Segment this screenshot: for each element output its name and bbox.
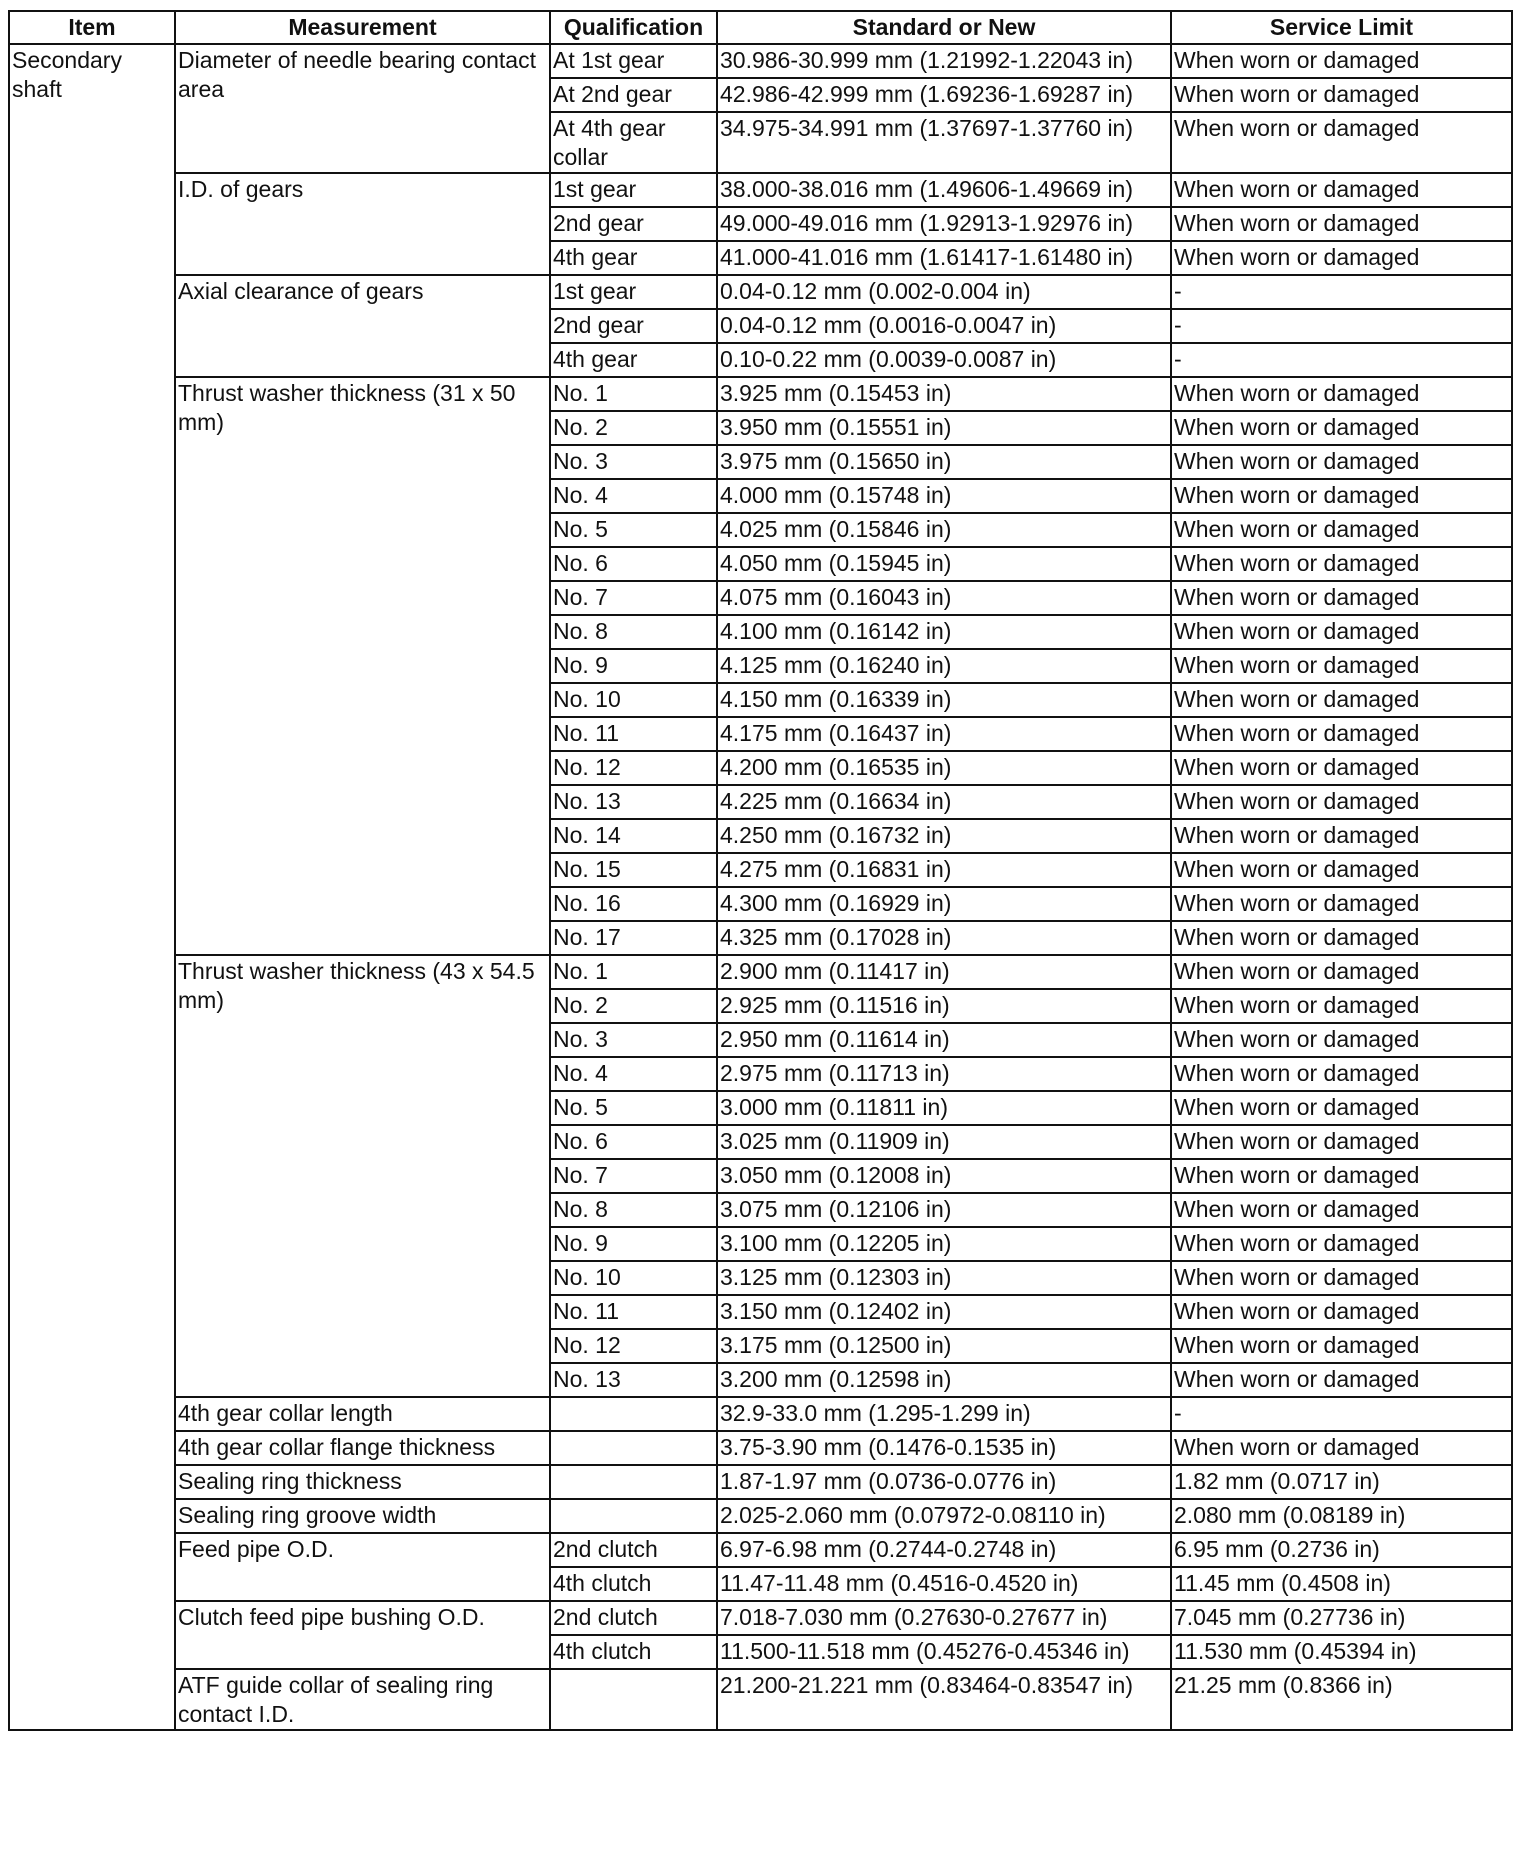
service-limit-cell: 1.82 mm (0.0717 in) [1171, 1465, 1512, 1499]
header-row [9, 11, 1512, 44]
standard-cell: 3.125 mm (0.12303 in) [717, 1261, 1171, 1295]
measurement-cell: ATF guide collar of sealing ring contact I.D. [175, 1669, 550, 1730]
qualification-cell: 4th gear [550, 343, 717, 377]
standard-cell: 3.000 mm (0.11811 in) [717, 1091, 1171, 1125]
qualification-cell: No. 2 [550, 989, 717, 1023]
table-row [9, 1601, 1512, 1635]
standard-cell: 2.950 mm (0.11614 in) [717, 1023, 1171, 1057]
qualification-cell: 2nd gear [550, 207, 717, 241]
qualification-cell: No. 9 [550, 649, 717, 683]
qualification-cell: No. 5 [550, 1091, 717, 1125]
table-row [9, 44, 1512, 78]
service-limit-cell: - [1171, 343, 1512, 377]
spec-table [8, 10, 1513, 1731]
standard-cell: 2.975 mm (0.11713 in) [717, 1057, 1171, 1091]
table-row [9, 1397, 1512, 1431]
standard-cell: 3.150 mm (0.12402 in) [717, 1295, 1171, 1329]
standard-cell: 4.100 mm (0.16142 in) [717, 615, 1171, 649]
service-limit-cell: When worn or damaged [1171, 853, 1512, 887]
table-row [9, 275, 1512, 309]
item-cell: Secondary shaft [9, 44, 175, 1730]
standard-cell: 34.975-34.991 mm (1.37697-1.37760 in) [717, 112, 1171, 173]
standard-cell: 4.125 mm (0.16240 in) [717, 649, 1171, 683]
standard-cell: 4.200 mm (0.16535 in) [717, 751, 1171, 785]
standard-cell: 3.200 mm (0.12598 in) [717, 1363, 1171, 1397]
table-row [9, 1669, 1512, 1730]
standard-cell: 3.75-3.90 mm (0.1476-0.1535 in) [717, 1431, 1171, 1465]
standard-cell: 4.275 mm (0.16831 in) [717, 853, 1171, 887]
qualification-cell: No. 12 [550, 751, 717, 785]
standard-cell: 7.018-7.030 mm (0.27630-0.27677 in) [717, 1601, 1171, 1635]
table-row [9, 173, 1512, 207]
qualification-cell: 2nd clutch [550, 1601, 717, 1635]
service-limit-cell: When worn or damaged [1171, 479, 1512, 513]
standard-cell: 3.025 mm (0.11909 in) [717, 1125, 1171, 1159]
qualification-cell: No. 6 [550, 547, 717, 581]
qualification-cell: No. 7 [550, 581, 717, 615]
service-limit-cell: When worn or damaged [1171, 1261, 1512, 1295]
service-limit-cell: When worn or damaged [1171, 1125, 1512, 1159]
standard-cell: 0.10-0.22 mm (0.0039-0.0087 in) [717, 343, 1171, 377]
standard-cell: 3.075 mm (0.12106 in) [717, 1193, 1171, 1227]
service-limit-cell: When worn or damaged [1171, 1227, 1512, 1261]
service-limit-cell: When worn or damaged [1171, 112, 1512, 173]
qualification-cell: No. 11 [550, 717, 717, 751]
standard-cell: 4.175 mm (0.16437 in) [717, 717, 1171, 751]
header-standard: Standard or New [717, 11, 1171, 44]
qualification-cell: No. 13 [550, 785, 717, 819]
service-limit-cell: When worn or damaged [1171, 445, 1512, 479]
standard-cell: 1.87-1.97 mm (0.0736-0.0776 in) [717, 1465, 1171, 1499]
qualification-cell: No. 1 [550, 377, 717, 411]
service-limit-cell: When worn or damaged [1171, 173, 1512, 207]
qualification-cell: No. 14 [550, 819, 717, 853]
table-body [9, 44, 1512, 1730]
service-limit-cell: When worn or damaged [1171, 1023, 1512, 1057]
qualification-cell: No. 16 [550, 887, 717, 921]
standard-cell: 4.300 mm (0.16929 in) [717, 887, 1171, 921]
service-limit-cell: 11.45 mm (0.4508 in) [1171, 1567, 1512, 1601]
table-row [9, 1431, 1512, 1465]
qualification-cell [550, 1431, 717, 1465]
service-limit-cell: When worn or damaged [1171, 649, 1512, 683]
qualification-cell [550, 1397, 717, 1431]
standard-cell: 4.050 mm (0.15945 in) [717, 547, 1171, 581]
qualification-cell: No. 15 [550, 853, 717, 887]
header-service-limit: Service Limit [1171, 11, 1512, 44]
header-item: Item [9, 11, 175, 44]
standard-cell: 4.250 mm (0.16732 in) [717, 819, 1171, 853]
standard-cell: 4.075 mm (0.16043 in) [717, 581, 1171, 615]
qualification-cell: No. 4 [550, 1057, 717, 1091]
service-limit-cell: When worn or damaged [1171, 207, 1512, 241]
qualification-cell: At 2nd gear [550, 78, 717, 112]
measurement-cell: Diameter of needle bearing contact area [175, 44, 550, 173]
table-row [9, 955, 1512, 989]
service-limit-cell: When worn or damaged [1171, 44, 1512, 78]
standard-cell: 41.000-41.016 mm (1.61417-1.61480 in) [717, 241, 1171, 275]
qualification-cell: No. 4 [550, 479, 717, 513]
standard-cell: 38.000-38.016 mm (1.49606-1.49669 in) [717, 173, 1171, 207]
measurement-cell: Clutch feed pipe bushing O.D. [175, 1601, 550, 1669]
standard-cell: 2.025-2.060 mm (0.07972-0.08110 in) [717, 1499, 1171, 1533]
qualification-cell: At 1st gear [550, 44, 717, 78]
standard-cell: 2.925 mm (0.11516 in) [717, 989, 1171, 1023]
standard-cell: 4.150 mm (0.16339 in) [717, 683, 1171, 717]
service-limit-cell: When worn or damaged [1171, 921, 1512, 955]
service-limit-cell: When worn or damaged [1171, 1057, 1512, 1091]
qualification-cell: 1st gear [550, 173, 717, 207]
qualification-cell: 2nd clutch [550, 1533, 717, 1567]
service-limit-cell: When worn or damaged [1171, 1159, 1512, 1193]
qualification-cell: 2nd gear [550, 309, 717, 343]
header-qualification: Qualification [550, 11, 717, 44]
service-limit-cell: 21.25 mm (0.8366 in) [1171, 1669, 1512, 1730]
service-limit-cell: When worn or damaged [1171, 377, 1512, 411]
service-limit-cell: When worn or damaged [1171, 513, 1512, 547]
service-limit-cell: When worn or damaged [1171, 411, 1512, 445]
standard-cell: 11.47-11.48 mm (0.4516-0.4520 in) [717, 1567, 1171, 1601]
table-header [9, 11, 1512, 44]
standard-cell: 4.325 mm (0.17028 in) [717, 921, 1171, 955]
qualification-cell: No. 9 [550, 1227, 717, 1261]
measurement-cell: I.D. of gears [175, 173, 550, 275]
service-limit-cell: When worn or damaged [1171, 547, 1512, 581]
standard-cell: 30.986-30.999 mm (1.21992-1.22043 in) [717, 44, 1171, 78]
standard-cell: 3.050 mm (0.12008 in) [717, 1159, 1171, 1193]
measurement-cell: Axial clearance of gears [175, 275, 550, 377]
service-limit-cell: When worn or damaged [1171, 581, 1512, 615]
qualification-cell: No. 8 [550, 1193, 717, 1227]
service-limit-cell: When worn or damaged [1171, 1363, 1512, 1397]
qualification-cell: At 4th gear collar [550, 112, 717, 173]
measurement-cell: Feed pipe O.D. [175, 1533, 550, 1601]
service-limit-cell: 7.045 mm (0.27736 in) [1171, 1601, 1512, 1635]
service-limit-cell: 6.95 mm (0.2736 in) [1171, 1533, 1512, 1567]
table-row [9, 1465, 1512, 1499]
standard-cell: 3.100 mm (0.12205 in) [717, 1227, 1171, 1261]
standard-cell: 49.000-49.016 mm (1.92913-1.92976 in) [717, 207, 1171, 241]
service-limit-cell: When worn or damaged [1171, 241, 1512, 275]
measurement-cell: 4th gear collar length [175, 1397, 550, 1431]
qualification-cell: No. 5 [550, 513, 717, 547]
table-row [9, 1499, 1512, 1533]
service-limit-cell: When worn or damaged [1171, 1329, 1512, 1363]
qualification-cell: 4th clutch [550, 1567, 717, 1601]
standard-cell: 32.9-33.0 mm (1.295-1.299 in) [717, 1397, 1171, 1431]
service-limit-cell: When worn or damaged [1171, 683, 1512, 717]
service-limit-cell: 2.080 mm (0.08189 in) [1171, 1499, 1512, 1533]
qualification-cell: No. 13 [550, 1363, 717, 1397]
qualification-cell: No. 10 [550, 683, 717, 717]
qualification-cell: No. 7 [550, 1159, 717, 1193]
standard-cell: 3.950 mm (0.15551 in) [717, 411, 1171, 445]
qualification-cell: No. 6 [550, 1125, 717, 1159]
standard-cell: 21.200-21.221 mm (0.83464-0.83547 in) [717, 1669, 1171, 1730]
service-limit-cell: When worn or damaged [1171, 751, 1512, 785]
service-limit-cell: When worn or damaged [1171, 1295, 1512, 1329]
qualification-cell: No. 3 [550, 445, 717, 479]
service-limit-cell: When worn or damaged [1171, 78, 1512, 112]
service-limit-cell: - [1171, 275, 1512, 309]
service-limit-cell: When worn or damaged [1171, 887, 1512, 921]
standard-cell: 3.925 mm (0.15453 in) [717, 377, 1171, 411]
standard-cell: 4.000 mm (0.15748 in) [717, 479, 1171, 513]
standard-cell: 3.175 mm (0.12500 in) [717, 1329, 1171, 1363]
qualification-cell: 4th gear [550, 241, 717, 275]
measurement-cell: Sealing ring groove width [175, 1499, 550, 1533]
qualification-cell: No. 8 [550, 615, 717, 649]
standard-cell: 6.97-6.98 mm (0.2744-0.2748 in) [717, 1533, 1171, 1567]
qualification-cell: 4th clutch [550, 1635, 717, 1669]
qualification-cell: No. 3 [550, 1023, 717, 1057]
table-row [9, 1533, 1512, 1567]
qualification-cell [550, 1669, 717, 1730]
qualification-cell: No. 17 [550, 921, 717, 955]
qualification-cell: No. 2 [550, 411, 717, 445]
service-limit-cell: When worn or damaged [1171, 819, 1512, 853]
service-limit-cell: When worn or damaged [1171, 989, 1512, 1023]
standard-cell: 0.04-0.12 mm (0.0016-0.0047 in) [717, 309, 1171, 343]
service-limit-cell: - [1171, 309, 1512, 343]
standard-cell: 0.04-0.12 mm (0.002-0.004 in) [717, 275, 1171, 309]
measurement-cell: Sealing ring thickness [175, 1465, 550, 1499]
standard-cell: 3.975 mm (0.15650 in) [717, 445, 1171, 479]
qualification-cell: No. 12 [550, 1329, 717, 1363]
qualification-cell: No. 11 [550, 1295, 717, 1329]
measurement-cell: Thrust washer thickness (43 x 54.5 mm) [175, 955, 550, 1397]
qualification-cell: No. 1 [550, 955, 717, 989]
qualification-cell: 1st gear [550, 275, 717, 309]
header-measurement: Measurement [175, 11, 550, 44]
standard-cell: 4.025 mm (0.15846 in) [717, 513, 1171, 547]
service-limit-cell: When worn or damaged [1171, 1193, 1512, 1227]
measurement-cell: 4th gear collar flange thickness [175, 1431, 550, 1465]
qualification-cell: No. 10 [550, 1261, 717, 1295]
table-row [9, 377, 1512, 411]
measurement-cell: Thrust washer thickness (31 x 50 mm) [175, 377, 550, 955]
qualification-cell [550, 1465, 717, 1499]
service-limit-cell: 11.530 mm (0.45394 in) [1171, 1635, 1512, 1669]
service-limit-cell: When worn or damaged [1171, 1091, 1512, 1125]
standard-cell: 2.900 mm (0.11417 in) [717, 955, 1171, 989]
service-limit-cell: When worn or damaged [1171, 717, 1512, 751]
standard-cell: 11.500-11.518 mm (0.45276-0.45346 in) [717, 1635, 1171, 1669]
service-limit-cell: When worn or damaged [1171, 615, 1512, 649]
service-limit-cell: When worn or damaged [1171, 785, 1512, 819]
qualification-cell [550, 1499, 717, 1533]
service-limit-cell: - [1171, 1397, 1512, 1431]
service-limit-cell: When worn or damaged [1171, 955, 1512, 989]
standard-cell: 42.986-42.999 mm (1.69236-1.69287 in) [717, 78, 1171, 112]
service-limit-cell: When worn or damaged [1171, 1431, 1512, 1465]
standard-cell: 4.225 mm (0.16634 in) [717, 785, 1171, 819]
